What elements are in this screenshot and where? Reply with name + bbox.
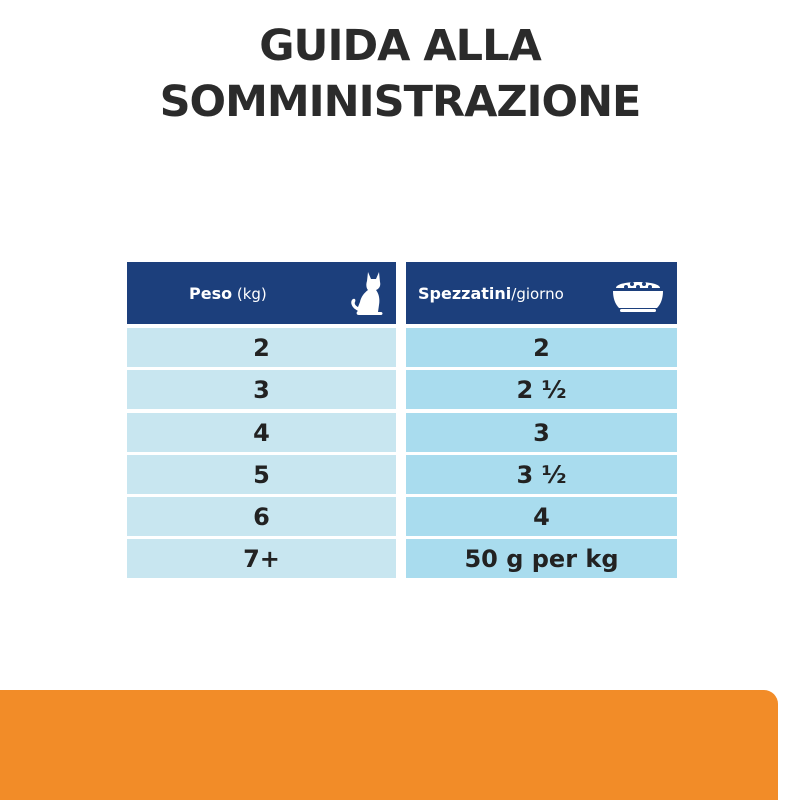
orange-footer-band (0, 690, 778, 800)
amount-cell: 3 ½ (406, 455, 677, 494)
cat-icon (339, 268, 387, 318)
header-weight (127, 262, 396, 324)
weight-cell: 3 (127, 370, 396, 409)
amount-cell: 4 (406, 497, 677, 536)
weight-cell: 7+ (127, 539, 396, 578)
table-row (127, 370, 677, 409)
header-weight-unit: (kg) (232, 285, 267, 303)
table-row (127, 539, 677, 578)
header-weight-label (189, 284, 267, 303)
header-weight-bold: Peso (189, 284, 233, 303)
table-row (127, 497, 677, 536)
page-title (0, 18, 800, 130)
header-portions-unit: /giorno (511, 285, 564, 303)
title-line-1: GUIDA ALLA (259, 21, 541, 71)
table-row (127, 413, 677, 452)
table-row (127, 328, 677, 367)
feeding-guide-table (127, 262, 677, 578)
weight-cell: 2 (127, 328, 396, 367)
weight-cell: 4 (127, 413, 396, 452)
amount-cell: 50 g per kg (406, 539, 677, 578)
amount-cell: 2 (406, 328, 677, 367)
header-portions (406, 262, 677, 324)
table-row (127, 455, 677, 494)
weight-cell: 6 (127, 497, 396, 536)
amount-cell: 3 (406, 413, 677, 452)
header-portions-bold: Spezzatini (418, 284, 512, 303)
food-bowl-icon (610, 276, 666, 314)
header-portions-label (418, 284, 564, 303)
title-line-2: SOMMINISTRAZIONE (159, 77, 641, 127)
amount-cell: 2 ½ (406, 370, 677, 409)
weight-cell: 5 (127, 455, 396, 494)
